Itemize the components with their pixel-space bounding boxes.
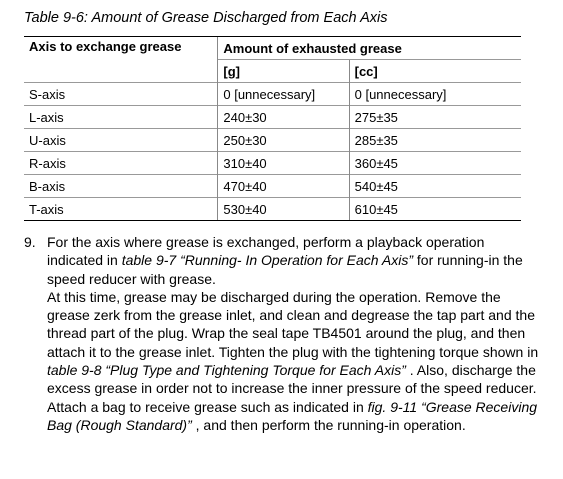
figure-reference-link[interactable]: fig. 9-11 “Grease Receiving Bag (Rough Standard)” — [47, 398, 538, 433]
axis-cell: S-axis — [24, 83, 218, 106]
unit-grams: [g] — [218, 60, 349, 83]
grease-discharge-table — [24, 36, 521, 221]
step-text: At this time, grease may be discharged during the operation. Remove the grease zerk from the grease inlet, and clean and degrease the tap part and the thread part of the plug. Wrap the seal tape TB4501 around the plug, and then attach it to the grease inlet. Tighten the plug with the tightening torque shown in — [47, 288, 539, 360]
table-row — [24, 175, 521, 198]
table-row — [24, 198, 521, 221]
cc-cell: 275±35 — [349, 106, 521, 129]
axis-cell: L-axis — [24, 106, 218, 129]
table-row — [24, 129, 521, 152]
axis-cell: T-axis — [24, 198, 218, 221]
step-text: for running-in the speed reducer with grease. — [47, 252, 523, 287]
table-caption: Table 9-6: Amount of Grease Discharged from Each Axis — [24, 10, 388, 26]
grams-cell: 470±40 — [218, 175, 349, 198]
cc-cell: 610±45 — [349, 198, 521, 221]
step-body — [47, 233, 544, 434]
step-text: , and then perform the running-in operation. — [191, 416, 466, 433]
step-number: 9. — [24, 234, 36, 250]
step-paragraph — [47, 398, 544, 435]
step-text: . Also, discharge the excess grease in order not to increase the inner pressure of the speed reducer. — [47, 362, 537, 397]
axis-cell: B-axis — [24, 175, 218, 198]
table-row — [24, 152, 521, 175]
step-paragraph — [47, 233, 544, 288]
grams-cell: 0 [unnecessary] — [218, 83, 349, 106]
cc-cell: 360±45 — [349, 152, 521, 175]
axis-cell: U-axis — [24, 129, 218, 152]
cc-cell: 285±35 — [349, 129, 521, 152]
grams-cell: 530±40 — [218, 198, 349, 221]
procedure-step — [24, 233, 544, 434]
step-text: For the axis where grease is exchanged, perform a playback operation indicated in — [47, 234, 485, 269]
table-header-row — [24, 37, 521, 60]
table-reference-link[interactable]: table 9-7 “Running- In Operation for Each Axis” — [121, 252, 414, 269]
grams-cell: 310±40 — [218, 152, 349, 175]
grams-cell: 250±30 — [218, 129, 349, 152]
table-reference-link[interactable]: table 9-8 “Plug Type and Tightening Torque for Each Axis” — [47, 362, 406, 379]
grams-cell: 240±30 — [218, 106, 349, 129]
header-amount: Amount of exhausted grease — [218, 37, 521, 60]
axis-cell: R-axis — [24, 152, 218, 175]
step-text: Attach a bag to receive grease such as indicated in — [47, 398, 368, 415]
unit-cc: [cc] — [349, 60, 521, 83]
cc-cell: 0 [unnecessary] — [349, 83, 521, 106]
header-axis: Axis to exchange grease — [24, 37, 218, 83]
cc-cell: 540±45 — [349, 175, 521, 198]
table-row — [24, 106, 521, 129]
table-row — [24, 83, 521, 106]
step-paragraph — [47, 288, 544, 398]
